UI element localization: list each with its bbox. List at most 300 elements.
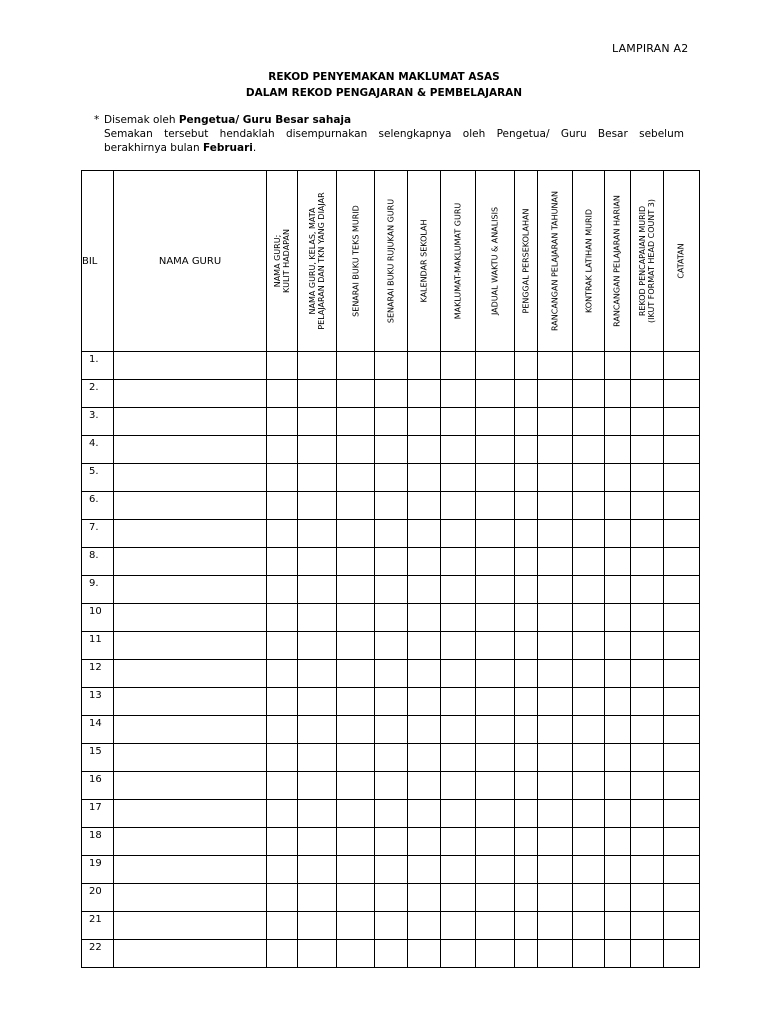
check-cell bbox=[440, 464, 475, 492]
check-cell bbox=[573, 632, 605, 660]
check-cell bbox=[663, 352, 699, 380]
note-line2-word: sebelum bbox=[639, 128, 684, 140]
check-cell bbox=[475, 772, 514, 800]
header-column-label bbox=[522, 209, 531, 314]
check-cell bbox=[407, 688, 440, 716]
check-cell bbox=[375, 576, 407, 604]
check-cell bbox=[407, 716, 440, 744]
check-cell bbox=[630, 688, 663, 716]
check-cell bbox=[266, 660, 297, 688]
check-cell bbox=[407, 520, 440, 548]
check-cell bbox=[475, 576, 514, 604]
check-cell bbox=[440, 408, 475, 436]
teacher-name-cell bbox=[114, 940, 267, 968]
check-cell bbox=[663, 492, 699, 520]
check-cell bbox=[266, 548, 297, 576]
header-column-label bbox=[677, 243, 686, 278]
table-row bbox=[82, 800, 700, 828]
table-row bbox=[82, 856, 700, 884]
header-column-12 bbox=[630, 171, 663, 352]
check-cell bbox=[266, 772, 297, 800]
check-cell bbox=[515, 436, 538, 464]
check-cell bbox=[573, 576, 605, 604]
check-cell bbox=[663, 828, 699, 856]
check-cell bbox=[298, 660, 337, 688]
check-cell bbox=[573, 912, 605, 940]
check-cell bbox=[538, 352, 573, 380]
review-record-table bbox=[81, 170, 700, 968]
check-cell bbox=[440, 352, 475, 380]
note-line1 bbox=[94, 113, 684, 127]
header-column-1 bbox=[266, 171, 297, 352]
teacher-name-cell bbox=[114, 576, 267, 604]
check-cell bbox=[337, 352, 375, 380]
check-cell bbox=[337, 660, 375, 688]
header-column-2 bbox=[298, 171, 337, 352]
check-cell bbox=[298, 940, 337, 968]
check-cell bbox=[475, 800, 514, 828]
check-cell bbox=[266, 352, 297, 380]
row-number: 5. bbox=[82, 464, 114, 492]
check-cell bbox=[573, 800, 605, 828]
check-cell bbox=[337, 800, 375, 828]
header-column-6 bbox=[440, 171, 475, 352]
check-cell bbox=[515, 576, 538, 604]
check-cell bbox=[573, 492, 605, 520]
header-label-line: KALENDAR SEKOLAH bbox=[419, 219, 429, 303]
note-line3 bbox=[94, 141, 684, 155]
check-cell bbox=[440, 772, 475, 800]
check-cell bbox=[538, 408, 573, 436]
note-line1-text: Disemak oleh bbox=[104, 114, 179, 126]
table-row bbox=[82, 632, 700, 660]
check-cell bbox=[375, 380, 407, 408]
teacher-name-cell bbox=[114, 436, 267, 464]
teacher-name-cell bbox=[114, 828, 267, 856]
header-column-label bbox=[613, 195, 622, 327]
note-line2 bbox=[94, 127, 684, 141]
check-cell bbox=[605, 408, 630, 436]
check-cell bbox=[605, 548, 630, 576]
teacher-name-cell bbox=[114, 464, 267, 492]
teacher-name-cell bbox=[114, 352, 267, 380]
check-cell bbox=[538, 772, 573, 800]
check-cell bbox=[407, 940, 440, 968]
check-cell bbox=[605, 688, 630, 716]
row-number: 14 bbox=[82, 716, 114, 744]
check-cell bbox=[475, 632, 514, 660]
check-cell bbox=[337, 744, 375, 772]
check-cell bbox=[538, 716, 573, 744]
check-cell bbox=[475, 828, 514, 856]
check-cell bbox=[573, 464, 605, 492]
check-cell bbox=[475, 744, 514, 772]
table-row bbox=[82, 576, 700, 604]
check-cell bbox=[266, 380, 297, 408]
check-cell bbox=[407, 744, 440, 772]
check-cell bbox=[337, 380, 375, 408]
check-cell bbox=[573, 352, 605, 380]
row-number: 10 bbox=[82, 604, 114, 632]
teacher-name-cell bbox=[114, 716, 267, 744]
check-cell bbox=[266, 632, 297, 660]
check-cell bbox=[298, 772, 337, 800]
check-cell bbox=[573, 716, 605, 744]
check-cell bbox=[266, 464, 297, 492]
check-cell bbox=[515, 548, 538, 576]
check-cell bbox=[407, 380, 440, 408]
check-cell bbox=[440, 520, 475, 548]
header-label-line: NAMA GURU; bbox=[272, 234, 282, 288]
header-column-label bbox=[419, 219, 428, 302]
check-cell bbox=[298, 464, 337, 492]
check-cell bbox=[573, 436, 605, 464]
check-cell bbox=[663, 408, 699, 436]
asterisk-marker: * bbox=[94, 114, 100, 126]
check-cell bbox=[375, 744, 407, 772]
check-cell bbox=[630, 772, 663, 800]
check-cell bbox=[266, 940, 297, 968]
row-number: 3. bbox=[82, 408, 114, 436]
check-cell bbox=[337, 464, 375, 492]
check-cell bbox=[663, 940, 699, 968]
check-cell bbox=[605, 520, 630, 548]
check-cell bbox=[515, 660, 538, 688]
check-cell bbox=[337, 912, 375, 940]
check-cell bbox=[630, 800, 663, 828]
note-line2-word: Semakan bbox=[104, 128, 153, 140]
check-cell bbox=[663, 548, 699, 576]
header-column-8 bbox=[515, 171, 538, 352]
check-cell bbox=[630, 436, 663, 464]
check-cell bbox=[375, 632, 407, 660]
header-column-4 bbox=[375, 171, 407, 352]
check-cell bbox=[375, 856, 407, 884]
check-cell bbox=[663, 744, 699, 772]
check-cell bbox=[337, 408, 375, 436]
teacher-name-cell bbox=[114, 884, 267, 912]
header-column-label bbox=[308, 192, 326, 329]
check-cell bbox=[663, 520, 699, 548]
check-cell bbox=[573, 772, 605, 800]
check-cell bbox=[266, 912, 297, 940]
header-label-line: CATATAN bbox=[676, 243, 686, 279]
check-cell bbox=[337, 940, 375, 968]
row-number: 9. bbox=[82, 576, 114, 604]
check-cell bbox=[475, 380, 514, 408]
check-cell bbox=[440, 492, 475, 520]
document-title-line1: REKOD PENYEMAKAN MAKLUMAT ASAS bbox=[268, 71, 500, 83]
check-cell bbox=[630, 520, 663, 548]
check-cell bbox=[663, 856, 699, 884]
check-cell bbox=[515, 688, 538, 716]
note-line2-word: hendaklah bbox=[219, 128, 275, 140]
check-cell bbox=[515, 520, 538, 548]
note-line2-word: selengkapnya bbox=[378, 128, 452, 140]
row-number: 6. bbox=[82, 492, 114, 520]
check-cell bbox=[407, 576, 440, 604]
check-cell bbox=[475, 716, 514, 744]
row-number: 22 bbox=[82, 940, 114, 968]
check-cell bbox=[407, 884, 440, 912]
check-cell bbox=[630, 856, 663, 884]
row-number: 4. bbox=[82, 436, 114, 464]
header-label-line: REKOD PENCAPAIAN MURID bbox=[637, 205, 647, 317]
teacher-name-cell bbox=[114, 772, 267, 800]
check-cell bbox=[298, 632, 337, 660]
table-row bbox=[82, 716, 700, 744]
check-cell bbox=[266, 716, 297, 744]
check-cell bbox=[375, 912, 407, 940]
check-cell bbox=[440, 576, 475, 604]
check-cell bbox=[375, 408, 407, 436]
check-cell bbox=[515, 604, 538, 632]
header-label-line: (IKUT FORMAT HEAD COUNT 3) bbox=[646, 198, 656, 324]
check-cell bbox=[538, 800, 573, 828]
header-column-3 bbox=[337, 171, 375, 352]
check-cell bbox=[515, 380, 538, 408]
header-bil: BIL bbox=[82, 171, 114, 352]
header-label-line: JADUAL WAKTU & ANALISIS bbox=[490, 206, 500, 316]
check-cell bbox=[515, 912, 538, 940]
check-cell bbox=[375, 464, 407, 492]
table-row bbox=[82, 828, 700, 856]
check-cell bbox=[515, 744, 538, 772]
check-cell bbox=[266, 744, 297, 772]
check-cell bbox=[605, 632, 630, 660]
check-cell bbox=[298, 884, 337, 912]
table-row bbox=[82, 380, 700, 408]
check-cell bbox=[407, 632, 440, 660]
check-cell bbox=[337, 772, 375, 800]
teacher-name-cell bbox=[114, 912, 267, 940]
teacher-name-cell bbox=[114, 380, 267, 408]
check-cell bbox=[266, 408, 297, 436]
check-cell bbox=[266, 492, 297, 520]
check-cell bbox=[440, 548, 475, 576]
check-cell bbox=[538, 436, 573, 464]
check-cell bbox=[407, 828, 440, 856]
check-cell bbox=[407, 912, 440, 940]
check-cell bbox=[515, 464, 538, 492]
header-nama-guru: NAMA GURU bbox=[114, 171, 267, 352]
check-cell bbox=[538, 632, 573, 660]
row-number: 15 bbox=[82, 744, 114, 772]
check-cell bbox=[515, 856, 538, 884]
check-cell bbox=[605, 716, 630, 744]
check-cell bbox=[605, 772, 630, 800]
check-cell bbox=[630, 576, 663, 604]
row-number: 17 bbox=[82, 800, 114, 828]
check-cell bbox=[475, 688, 514, 716]
check-cell bbox=[298, 408, 337, 436]
teacher-name-cell bbox=[114, 604, 267, 632]
check-cell bbox=[630, 408, 663, 436]
check-cell bbox=[605, 856, 630, 884]
check-cell bbox=[630, 380, 663, 408]
teacher-name-cell bbox=[114, 800, 267, 828]
header-label-line: MAKLUMAT-MAKLUMAT GURU bbox=[453, 202, 463, 320]
check-cell bbox=[337, 548, 375, 576]
table-row bbox=[82, 772, 700, 800]
note-line2-word: Besar bbox=[597, 128, 628, 140]
check-cell bbox=[663, 884, 699, 912]
check-cell bbox=[573, 856, 605, 884]
check-cell bbox=[663, 632, 699, 660]
check-cell bbox=[515, 632, 538, 660]
check-cell bbox=[298, 520, 337, 548]
row-number: 13 bbox=[82, 688, 114, 716]
table-row bbox=[82, 884, 700, 912]
check-cell bbox=[266, 436, 297, 464]
check-cell bbox=[573, 744, 605, 772]
check-cell bbox=[573, 884, 605, 912]
check-cell bbox=[440, 604, 475, 632]
check-cell bbox=[375, 828, 407, 856]
check-cell bbox=[375, 772, 407, 800]
check-cell bbox=[515, 884, 538, 912]
check-cell bbox=[605, 744, 630, 772]
check-cell bbox=[663, 576, 699, 604]
check-cell bbox=[475, 492, 514, 520]
check-cell bbox=[440, 632, 475, 660]
check-cell bbox=[538, 856, 573, 884]
note-line3-text: berakhirnya bulan bbox=[104, 142, 203, 154]
check-cell bbox=[337, 632, 375, 660]
check-cell bbox=[440, 744, 475, 772]
check-cell bbox=[630, 632, 663, 660]
check-cell bbox=[475, 884, 514, 912]
check-cell bbox=[407, 772, 440, 800]
check-cell bbox=[298, 744, 337, 772]
teacher-name-cell bbox=[114, 632, 267, 660]
check-cell bbox=[630, 828, 663, 856]
note-line3-suffix: . bbox=[252, 142, 257, 154]
header-column-label bbox=[490, 207, 499, 315]
row-number: 7. bbox=[82, 520, 114, 548]
check-cell bbox=[375, 604, 407, 632]
check-cell bbox=[630, 604, 663, 632]
check-cell bbox=[515, 352, 538, 380]
check-cell bbox=[407, 436, 440, 464]
header-label-line: KULIT HADAPAN bbox=[281, 229, 291, 293]
check-cell bbox=[475, 464, 514, 492]
table-row bbox=[82, 548, 700, 576]
check-cell bbox=[573, 940, 605, 968]
header-label-line: SENARAI BUKU TEKS MURID bbox=[351, 205, 361, 317]
teacher-name-cell bbox=[114, 688, 267, 716]
check-cell bbox=[440, 688, 475, 716]
header-column-label bbox=[351, 205, 360, 317]
check-cell bbox=[538, 884, 573, 912]
check-cell bbox=[663, 604, 699, 632]
check-cell bbox=[630, 660, 663, 688]
check-cell bbox=[538, 744, 573, 772]
check-cell bbox=[475, 436, 514, 464]
check-cell bbox=[663, 464, 699, 492]
check-cell bbox=[375, 800, 407, 828]
check-cell bbox=[538, 576, 573, 604]
check-cell bbox=[337, 492, 375, 520]
check-cell bbox=[375, 716, 407, 744]
check-cell bbox=[375, 520, 407, 548]
check-cell bbox=[375, 660, 407, 688]
check-cell bbox=[605, 464, 630, 492]
check-cell bbox=[538, 548, 573, 576]
check-cell bbox=[573, 520, 605, 548]
header-column-10 bbox=[573, 171, 605, 352]
check-cell bbox=[475, 660, 514, 688]
teacher-name-cell bbox=[114, 856, 267, 884]
check-cell bbox=[475, 520, 514, 548]
row-number: 21 bbox=[82, 912, 114, 940]
check-cell bbox=[515, 772, 538, 800]
check-cell bbox=[337, 884, 375, 912]
check-cell bbox=[375, 492, 407, 520]
check-cell bbox=[375, 688, 407, 716]
header-column-9 bbox=[538, 171, 573, 352]
check-cell bbox=[298, 380, 337, 408]
check-cell bbox=[298, 912, 337, 940]
check-cell bbox=[266, 856, 297, 884]
check-cell bbox=[630, 352, 663, 380]
table-row bbox=[82, 520, 700, 548]
table-row bbox=[82, 744, 700, 772]
check-cell bbox=[440, 912, 475, 940]
header-column-label bbox=[453, 203, 462, 320]
check-cell bbox=[298, 716, 337, 744]
row-number: 19 bbox=[82, 856, 114, 884]
check-cell bbox=[515, 716, 538, 744]
row-number: 20 bbox=[82, 884, 114, 912]
check-cell bbox=[663, 380, 699, 408]
check-cell bbox=[375, 884, 407, 912]
check-cell bbox=[605, 492, 630, 520]
check-cell bbox=[538, 940, 573, 968]
check-cell bbox=[298, 856, 337, 884]
check-cell bbox=[475, 940, 514, 968]
note-line3-bold: Februari bbox=[202, 142, 253, 154]
note-line2-word: Guru bbox=[560, 128, 587, 140]
check-cell bbox=[663, 436, 699, 464]
table-body bbox=[82, 352, 700, 968]
check-cell bbox=[605, 940, 630, 968]
row-number: 8. bbox=[82, 548, 114, 576]
header-label-line: KONTRAK LATIHAN MURID bbox=[584, 208, 594, 314]
check-cell bbox=[573, 688, 605, 716]
check-cell bbox=[375, 436, 407, 464]
check-cell bbox=[440, 380, 475, 408]
row-number: 18 bbox=[82, 828, 114, 856]
check-cell bbox=[515, 940, 538, 968]
check-cell bbox=[573, 548, 605, 576]
check-cell bbox=[663, 716, 699, 744]
check-cell bbox=[538, 464, 573, 492]
teacher-name-cell bbox=[114, 744, 267, 772]
header-label-line: SENARAI BUKU RUJUKAN GURU bbox=[386, 198, 396, 324]
check-cell bbox=[515, 492, 538, 520]
note-line2-word: Pengetua/ bbox=[496, 128, 550, 140]
header-label-line: NAMA GURU, KELAS, MATA bbox=[308, 207, 318, 315]
check-cell bbox=[630, 940, 663, 968]
check-cell bbox=[663, 688, 699, 716]
table-row bbox=[82, 940, 700, 968]
check-cell bbox=[407, 492, 440, 520]
check-cell bbox=[407, 464, 440, 492]
header-column-label bbox=[273, 229, 291, 293]
check-cell bbox=[407, 548, 440, 576]
check-cell bbox=[440, 884, 475, 912]
